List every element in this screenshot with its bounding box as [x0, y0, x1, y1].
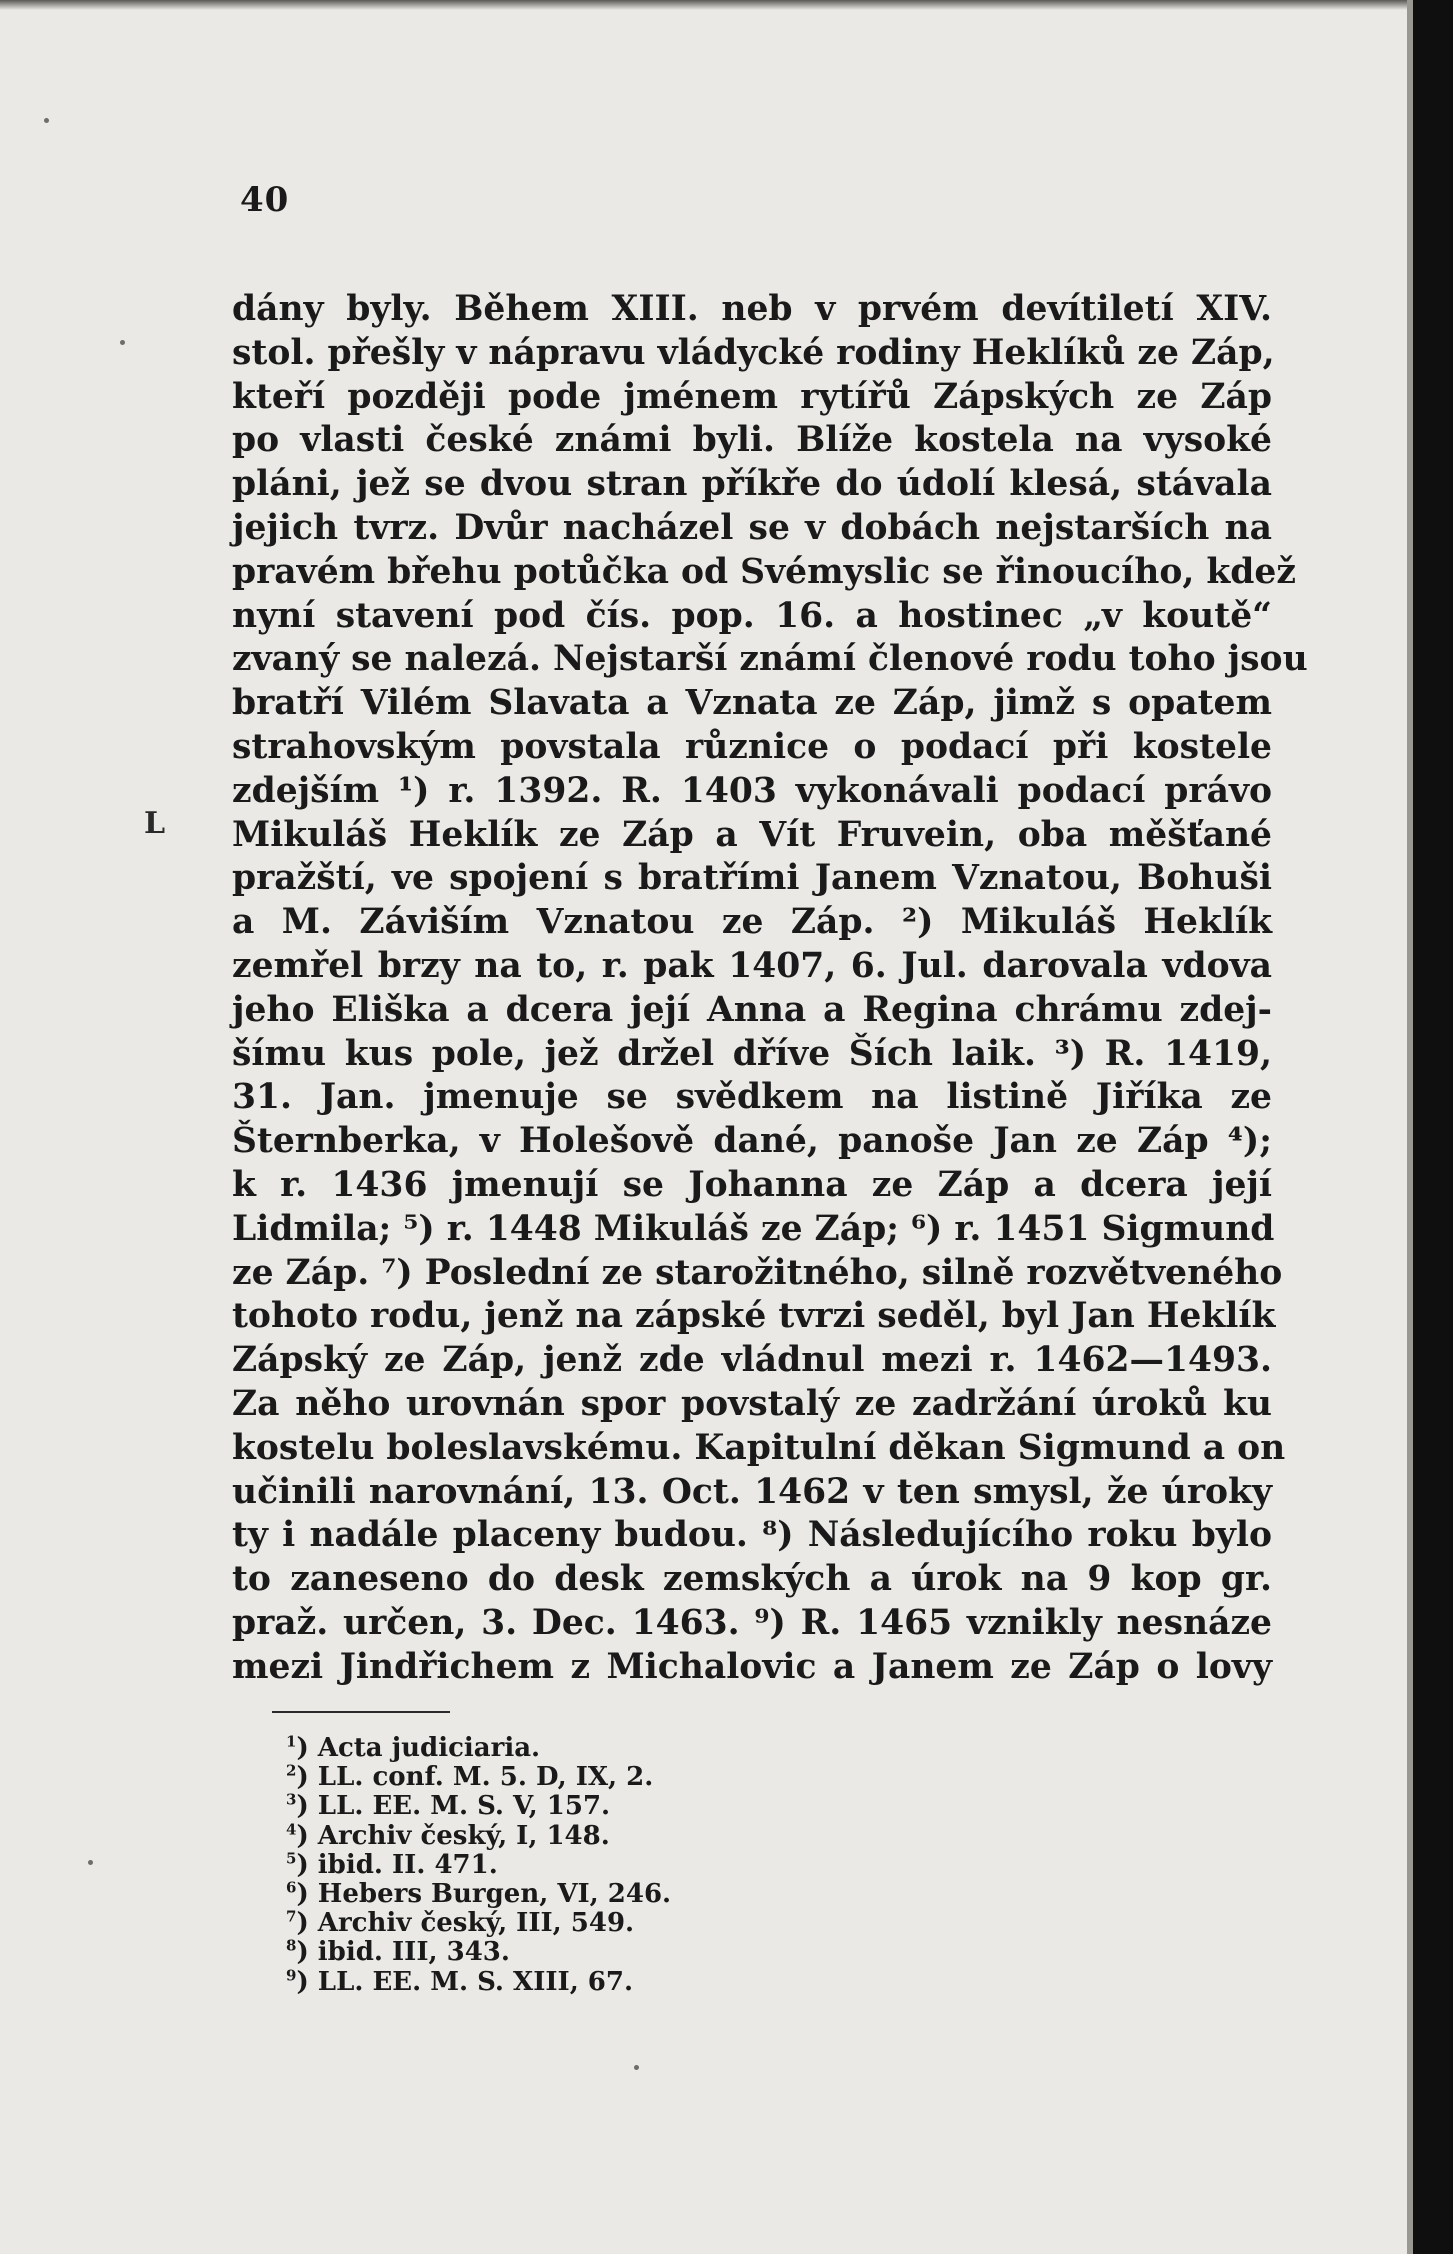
footnote-text: ibid. III, 343.	[317, 1937, 510, 1968]
margin-annotation-mark: L	[144, 806, 166, 841]
footnotes	[286, 1734, 671, 1997]
footnote-number: 9	[286, 1965, 297, 1984]
footnote-text: Archiv český, I, 148.	[317, 1820, 610, 1851]
body-line: 31. Jan. jmenuje se svědkem na listině Jiříka ze	[232, 1077, 1272, 1118]
footnote-paren: )	[296, 1879, 318, 1910]
footnote-text: Hebers Burgen, VI, 246.	[317, 1879, 672, 1910]
footnote-number: 8	[286, 1936, 297, 1955]
scan-top-edge	[0, 0, 1453, 10]
footnote-text: ibid. II. 471.	[317, 1849, 498, 1880]
footnote-paren: )	[296, 1791, 318, 1822]
footnote	[286, 1734, 671, 1763]
body-line: strahovským povstala různice o podací při kostele	[232, 726, 1272, 767]
body-line: nyní stavení pod čís. pop. 16. a hostinec „v koutě“	[232, 595, 1272, 636]
body-line: pravém břehu potůčka od Svémyslic se řinoucího, kdež	[232, 551, 1296, 592]
footnote-paren: )	[296, 1966, 318, 1997]
footnote-paren: )	[296, 1762, 318, 1793]
body-line: šímu kus pole, jež držel dříve Ších laik. ³) R. 1419,	[232, 1033, 1272, 1074]
footnote-divider	[272, 1711, 450, 1713]
footnote-number: 3	[286, 1790, 297, 1809]
body-line: zvaný se nalezá. Nejstarší známí členové rodu toho jsou	[232, 639, 1308, 680]
body-line: Šternberka, v Holešově dané, panoše Jan ze Záp ⁴);	[232, 1121, 1272, 1162]
footnote-text: LL. EE. M. S. V, 157.	[317, 1791, 611, 1822]
body-line: zdejším ¹) r. 1392. R. 1403 vykonávali podací právo	[232, 770, 1272, 811]
body-line: k r. 1436 jmenují se Johanna ze Záp a dcera její	[232, 1164, 1272, 1205]
body-line: učinili narovnání, 13. Oct. 1462 v ten smysl, že úroky	[232, 1471, 1272, 1512]
body-line: jeho Eliška a dcera její Anna a Regina chrámu zdej-	[232, 989, 1272, 1030]
footnote-paren: )	[296, 1733, 318, 1763]
paper-speck	[634, 2065, 639, 2070]
scan-right-edge	[1413, 0, 1453, 2254]
footnote-number: 5	[286, 1849, 297, 1868]
footnote-number: 7	[286, 1907, 297, 1926]
footnote	[286, 1909, 671, 1938]
paper-speck	[120, 340, 125, 345]
footnote-text: Acta judiciaria.	[317, 1733, 541, 1763]
paper-speck	[88, 1860, 93, 1865]
footnote-paren: )	[296, 1908, 318, 1939]
footnote-number: 4	[286, 1819, 297, 1838]
footnote-paren: )	[296, 1849, 318, 1880]
body-line: jejich tvrz. Dvůr nacházel se v dobách nejstarších na	[232, 507, 1272, 548]
footnote-text: LL. conf. M. 5. D, IX, 2.	[317, 1762, 654, 1793]
footnote-text: LL. EE. M. S. XIII, 67.	[317, 1966, 634, 1997]
body-line: to zaneseno do desk zemských a úrok na 9 kop gr.	[232, 1559, 1272, 1600]
body-line: Za něho urovnán spor povstalý ze zadržání úroků ku	[232, 1383, 1272, 1424]
footnote	[286, 1880, 671, 1909]
body-line: kostelu boleslavskému. Kapitulní děkan Sigmund a on	[232, 1427, 1286, 1468]
footnote-text: Archiv český, III, 549.	[317, 1908, 635, 1939]
footnote	[286, 1938, 671, 1967]
body-line: ty i nadále placeny budou. ⁸) Následujícího roku bylo	[232, 1515, 1272, 1556]
footnote-number: 2	[286, 1761, 297, 1780]
footnote	[286, 1965, 671, 1997]
body-line: tohoto rodu, jenž na zápské tvrzi seděl, byl Jan Heklík	[232, 1296, 1276, 1337]
body-line: mezi Jindřichem z Michalovic a Janem ze Záp o lovy	[232, 1646, 1272, 1687]
body-line: Zápský ze Záp, jenž zde vládnul mezi r. 1462—1493.	[232, 1340, 1272, 1381]
page-number: 40	[240, 180, 290, 220]
footnote	[286, 1792, 671, 1821]
footnote-paren: )	[296, 1937, 318, 1968]
body-text	[232, 288, 1308, 1690]
body-line: dány byly. Během XIII. neb v prvém devítiletí XIV.	[232, 289, 1272, 329]
paper-speck	[44, 118, 49, 123]
footnote	[286, 1851, 671, 1880]
body-line: Lidmila; ⁵) r. 1448 Mikuláš ze Záp; ⁶) r. 1451 Sigmund	[232, 1208, 1275, 1249]
body-line: po vlasti české známi byli. Blíže kostela na vysoké	[232, 420, 1272, 461]
footnote	[286, 1763, 671, 1792]
body-line: pláni, jež se dvou stran příkře do údolí klesá, stávala	[232, 464, 1272, 505]
body-line: a M. Záviším Vznatou ze Záp. ²) Mikuláš Heklík	[232, 902, 1272, 943]
body-line: stol. přešly v nápravu vládycké rodiny Heklíků ze Záp,	[232, 332, 1275, 373]
body-line: bratří Vilém Slavata a Vznata ze Záp, jimž s opatem	[232, 683, 1272, 724]
footnote	[286, 1819, 671, 1851]
body-line: pražští, ve spojení s bratřími Janem Vznatou, Bohuši	[232, 858, 1272, 899]
body-line: ze Záp. ⁷) Poslední ze starožitného, silně rozvětveného	[232, 1252, 1283, 1293]
footnote-number: 1	[286, 1732, 297, 1751]
body-line: praž. určen, 3. Dec. 1463. ⁹) R. 1465 vznikly nesnáze	[232, 1602, 1272, 1643]
body-line: kteří později pode jménem rytířů Zápských ze Záp	[232, 376, 1272, 417]
footnote-paren: )	[296, 1820, 318, 1851]
body-line: zemřel brzy na to, r. pak 1407, 6. Jul. darovala vdova	[232, 945, 1272, 986]
body-line: Mikuláš Heklík ze Záp a Vít Fruvein, oba měšťané	[232, 814, 1272, 855]
footnote-number: 6	[286, 1878, 297, 1897]
